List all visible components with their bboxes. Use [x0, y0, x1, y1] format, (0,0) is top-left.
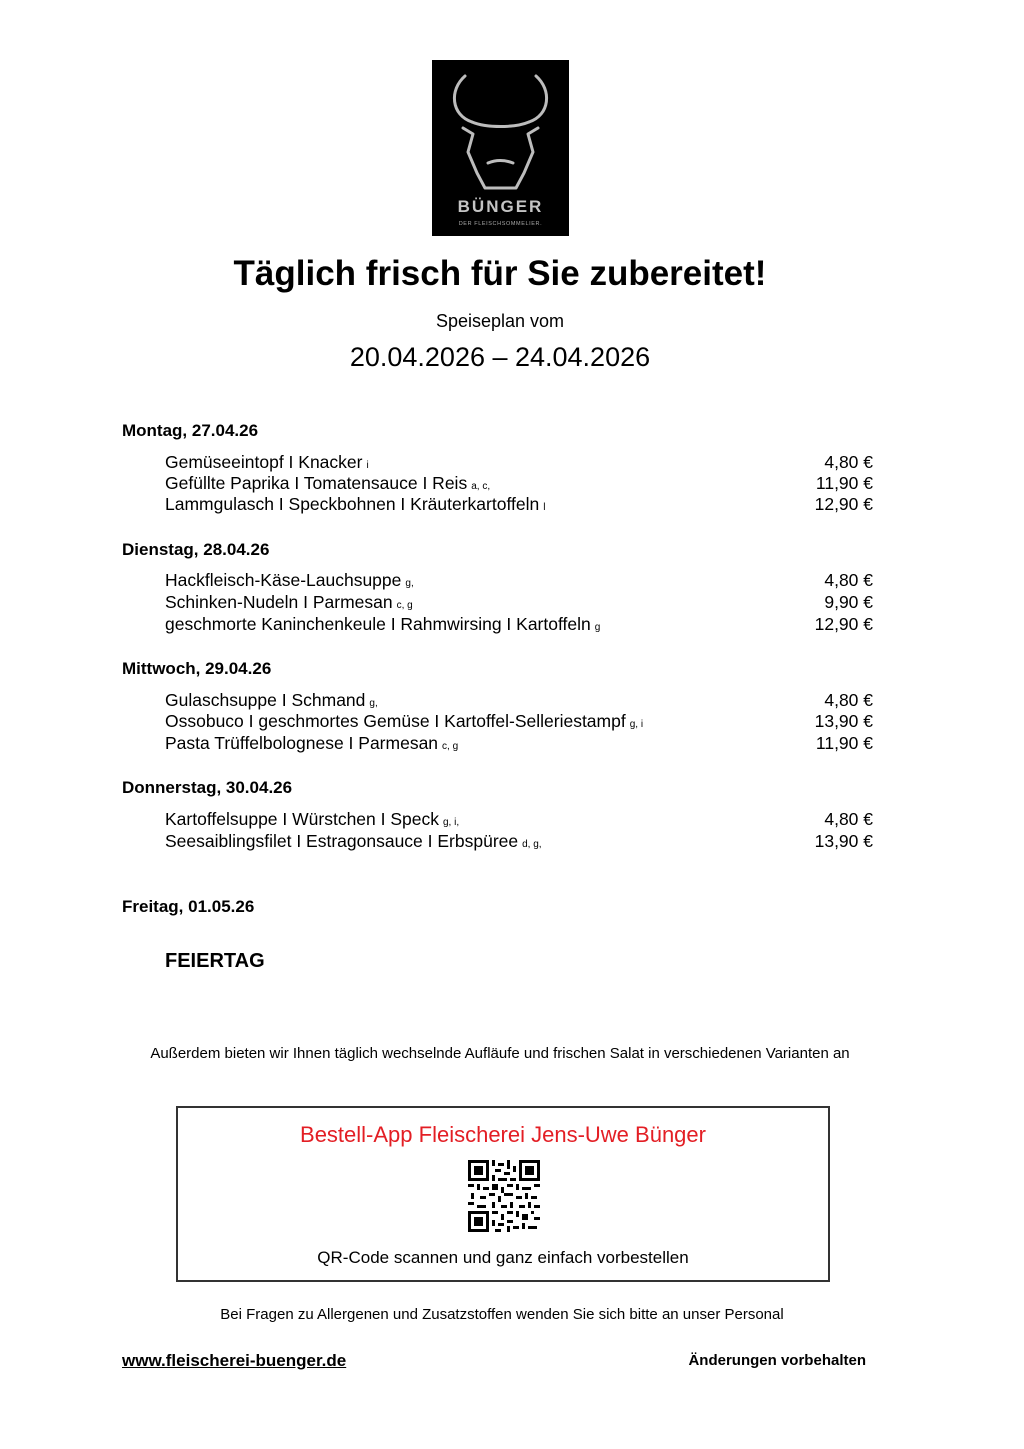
dish-allergens: g: [594, 622, 601, 633]
dish-allergens: a, c,: [471, 481, 491, 492]
dish-name: Gefüllte Paprika I Tomatensauce I Reis: [165, 473, 468, 493]
dish-price: 13,90 €: [814, 831, 873, 851]
menu-item: [165, 711, 873, 733]
menu-subtitle: Speiseplan vom: [435, 311, 565, 331]
menu-item: [165, 690, 873, 712]
dish-name: Pasta Trüffelbolognese I Parmesan: [165, 733, 439, 753]
changes-reserved-note: Änderungen vorbehalten: [688, 1352, 866, 1369]
order-app-title: Bestell-App Fleischerei Jens-Uwe Bünger: [300, 1122, 706, 1147]
menu-item: [165, 452, 873, 474]
dish-price: 11,90 €: [815, 733, 873, 753]
logo-tagline: DER FLEISCHSOMMELIER.: [458, 221, 543, 227]
day-heading-thursday: Donnerstag, 30.04.26: [122, 778, 293, 797]
date-range: 20.04.2026 – 24.04.2026: [349, 342, 651, 372]
menu-item: [165, 809, 873, 831]
dish-allergens: c, g: [442, 741, 459, 752]
day-heading-friday: Freitag, 01.05.26: [122, 897, 255, 916]
dish-price: 9,90 €: [824, 592, 873, 612]
dish-allergens: g, i: [629, 719, 644, 730]
dish-allergens: i: [366, 460, 369, 471]
day-heading-monday: Montag, 27.04.26: [122, 421, 259, 440]
menu-item: [165, 473, 873, 495]
dish-price: 4,80 €: [824, 452, 873, 472]
dish-name: Seesaiblingsfilet I Estragonsauce I Erbspüree: [165, 831, 519, 851]
dish-allergens: g,: [405, 578, 414, 589]
day-heading-tuesday: Dienstag, 28.04.26: [122, 540, 270, 559]
dish-name: Lammgulasch I Speckbohnen I Kräuterkartoffeln: [165, 494, 540, 514]
menu-item: [165, 733, 873, 755]
dish-price: 4,80 €: [824, 690, 873, 710]
day-heading-wednesday: Mittwoch, 29.04.26: [122, 659, 272, 678]
logo-name: BÜNGER: [457, 197, 544, 216]
order-app-box: [176, 1106, 830, 1282]
bull-head-icon: [432, 60, 569, 200]
page-title: Täglich frisch für Sie zubereitet!: [233, 254, 767, 293]
dish-name: Ossobuco I geschmortes Gemüse I Kartoffel-Selleriestampf: [165, 711, 626, 731]
dish-price: 12,90 €: [814, 494, 873, 514]
dish-price: 11,90 €: [815, 473, 873, 493]
order-app-caption: QR-Code scannen und ganz einfach vorbestellen: [317, 1248, 689, 1267]
allergy-note: Bei Fragen zu Allergenen und Zusatzstoffen wenden Sie sich bitte an unser Personal: [220, 1306, 784, 1323]
dish-allergens: l: [543, 502, 546, 513]
dish-allergens: g,: [369, 698, 378, 709]
dish-allergens: g, i,: [442, 817, 460, 828]
dish-price: 12,90 €: [814, 614, 873, 634]
holiday-label: FEIERTAG: [165, 950, 265, 972]
dish-name: Schinken-Nudeln I Parmesan: [165, 592, 393, 612]
dish-name: Gemüseeintopf I Knacker: [165, 452, 363, 472]
dish-price: 4,80 €: [824, 809, 873, 829]
extras-note: Außerdem bieten wir Ihnen täglich wechselnde Aufläufe und frischen Salat in verschiedenen Varianten an: [150, 1045, 850, 1062]
dish-allergens: d, g,: [522, 839, 542, 850]
qr-code-icon[interactable]: [468, 1160, 540, 1232]
menu-item: [165, 614, 873, 636]
dish-price: 13,90 €: [814, 711, 873, 731]
menu-item: [165, 831, 873, 853]
dish-name: Kartoffelsuppe I Würstchen I Speck: [165, 809, 439, 829]
dish-price: 4,80 €: [824, 570, 873, 590]
menu-item: [165, 494, 873, 516]
logo: [432, 60, 569, 236]
menu-item: [165, 592, 873, 614]
dish-allergens: c, g: [396, 600, 413, 611]
website-link[interactable]: www.fleischerei-buenger.de: [122, 1351, 347, 1370]
dish-name: Gulaschsuppe I Schmand: [165, 690, 366, 710]
dish-name: geschmorte Kaninchenkeule I Rahmwirsing I Kartoffeln: [165, 614, 591, 634]
dish-name: Hackfleisch-Käse-Lauchsuppe: [165, 570, 402, 590]
menu-item: [165, 570, 873, 592]
